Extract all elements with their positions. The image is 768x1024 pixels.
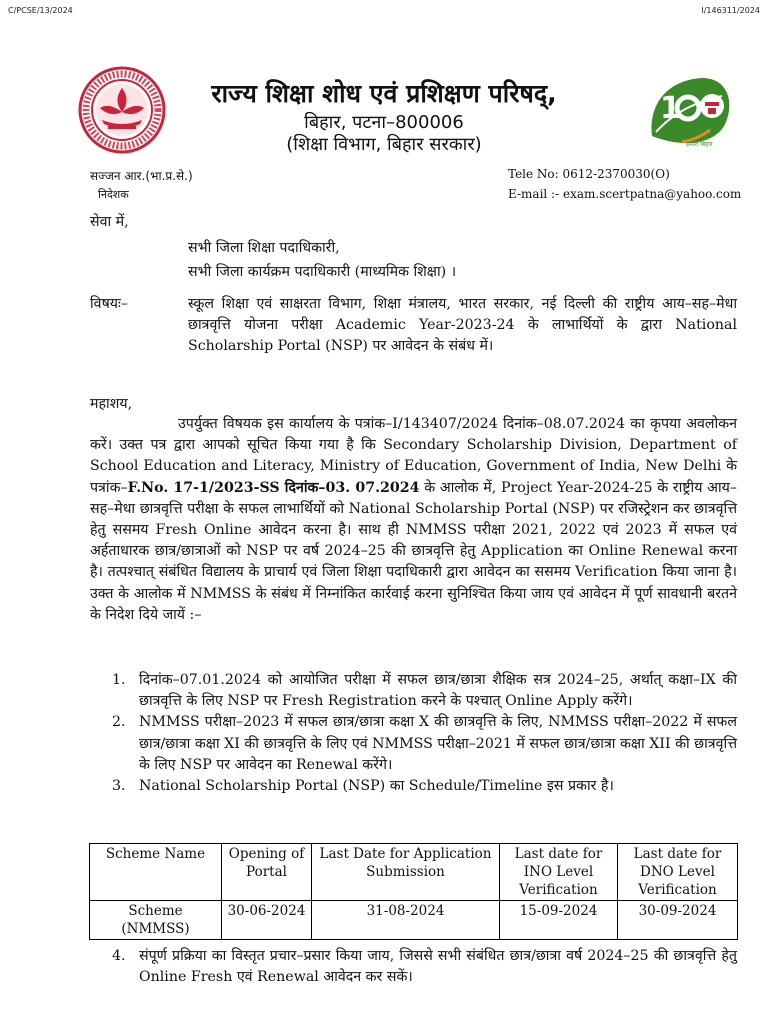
table-cell: 30-09-2024 [618, 901, 738, 940]
salutation: महाशय, [90, 396, 133, 412]
schedule-table [89, 843, 738, 940]
list-text: NMMSS परीक्षा–2023 में सफल छात्र/छात्रा कक्षा X की छात्रवृत्ति के लिए, NMMSS परीक्षा–2022 में सफल छात्र/छात्रा कक्षा XI की छात्रवृत्ति के लिए एवं NMMSS परीक्षा–2021 में सफल छात्र/छात्रा कक्षा XII की छात्रवृत्ति के लिए NSP पर आवेदन का Renewal करेंगे। [139, 714, 737, 773]
list-text: National Scholarship Portal (NSP) का Schedule/Timeline इस प्रकार है। [139, 778, 614, 795]
tele-number: Tele No: 0612-2370030(O) [508, 167, 670, 181]
addressee-line-1: सभी जिला शिक्षा पदाधिकारी, [188, 240, 340, 256]
list-item [112, 712, 737, 776]
list-number: 4. [112, 948, 126, 964]
subject-label: विषयः– [90, 296, 128, 312]
ref-left: C/PCSE/13/2024 [8, 6, 73, 15]
svg-text:1: 1 [660, 91, 681, 126]
email-address: E-mail :- exam.scertpatna@yahoo.com [508, 187, 742, 201]
list-number: 2. [112, 714, 126, 731]
column-header: Scheme Name [90, 844, 222, 901]
ref-right: I/146311/2024 [701, 6, 760, 15]
to-label: सेवा में, [90, 214, 129, 230]
table-row [90, 901, 738, 940]
officer-designation: निदेशक [98, 188, 129, 201]
list-item [112, 946, 737, 988]
column-header: Opening of Portal [222, 844, 312, 901]
list-number: 1. [112, 672, 126, 688]
table-header-row [90, 844, 738, 901]
address: बिहार, पटना–800006 [304, 112, 464, 133]
list-number: 3. [112, 778, 126, 795]
addressee-line-2: सभी जिला कार्यक्रम पदाधिकारी (माध्यमिक शिक्षा) । [188, 264, 457, 280]
officer-name: सज्जन आर.(भा.प्र.से.) [90, 169, 193, 183]
subject-text: स्कूल शिक्षा एवं साक्षरता विभाग, शिक्षा मंत्रालय, भारत सरकार, नई दिल्ली की राष्ट्रीय आय–सह–मेधा छात्रवृत्ति योजना परीक्षा Academic Year-2023-24 के लाभार्थियों के द्वारा National Scholarship Portal (NSP) पर आवेदन के संबंध में। [188, 296, 737, 355]
page-title: राज्य शिक्षा शोध एवं प्रशिक्षण परिषद्, [211, 79, 557, 108]
list-item-4 [112, 946, 737, 988]
table-cell: 15-09-2024 [500, 901, 618, 940]
column-header: Last date for DNO Level Verification [618, 844, 738, 901]
table-cell: 31-08-2024 [312, 901, 500, 940]
paragraph-reference: F.No. 17-1/2023-SS दिनांक–03. 07.2024 [127, 479, 420, 496]
paragraph-part-1: उपर्युक्त विषयक इस कार्यालय के पत्रांक–I/143407/2024 दिनांक–08.07.2024 का कृपया अवलोकन करें। उक्त पत्र द्वारा आपको सूचित किया गया है कि Secondary Scholarship Division, Department of School Education and Literacy, Ministry of Education, Government of India, New Delhi के पत्रांक– [90, 416, 737, 496]
numbered-list [112, 670, 737, 797]
main-paragraph [90, 414, 737, 626]
logo-right-text: हमारा बिहार [686, 141, 713, 148]
column-header: Last Date for Application Submission [312, 844, 500, 901]
list-text: दिनांक–07.01.2024 को आयोजित परीक्षा में सफल छात्र/छात्रा शैक्षिक सत्र 2024–25, अर्थात् कक्षा–IX की छात्रवृत्ति के लिए NSP पर Fresh Registration करने के पश्चात् Online Apply करेंगे। [139, 672, 737, 710]
list-item [112, 670, 737, 712]
schedule-table-wrap [89, 843, 738, 940]
paragraph-part-2: के आलोक में, Project Year-2024-25 के राष्ट्रीय आय–सह–मेधा छात्रवृत्ति परीक्षा के सफल लाभार्थियों को National Scholarship Portal (NSP) पर रजिस्ट्रेशन कर छात्रवृत्ति हेतु ससमय Fresh Online आवेदन करना है। साथ ही NMMSS परीक्षा 2021, 2022 एवं 2023 में सफल एवं अर्हताधारक छात्र/छात्राओं को NSP पर वर्ष 2024–25 की छात्रवृत्ति हेतु Application का Online Renewal करना है। तत्पश्चात् संबंधित विद्यालय के प्राचार्य एवं जिला शिक्षा पदाधिकारी द्वारा आवेदन का ससमय Verification किया जाना है। उक्त के आलोक में NMMSS के संबंध में निम्नांकित कार्रवाई करना सुनिश्चित किया जाय एवं आवेदन में पूर्ण सावधानी बरतने के निदेश दिये जायें :– [90, 479, 737, 623]
column-header: Last date for INO Level Verification [500, 844, 618, 901]
list-item [112, 776, 737, 797]
table-cell: 30-06-2024 [222, 901, 312, 940]
department: (शिक्षा विभाग, बिहार सरकार) [286, 134, 482, 155]
list-text: संपूर्ण प्रक्रिया का विस्तृत प्रचार–प्रसार किया जाय, जिससे सभी संबंधित छात्र/छात्रा वर्ष 2024–25 की छात्रवृत्ति हेतु Online Fresh एवं Renewal आवेदन कर सकें। [139, 948, 737, 986]
table-cell: Scheme (NMMSS) [90, 901, 222, 940]
